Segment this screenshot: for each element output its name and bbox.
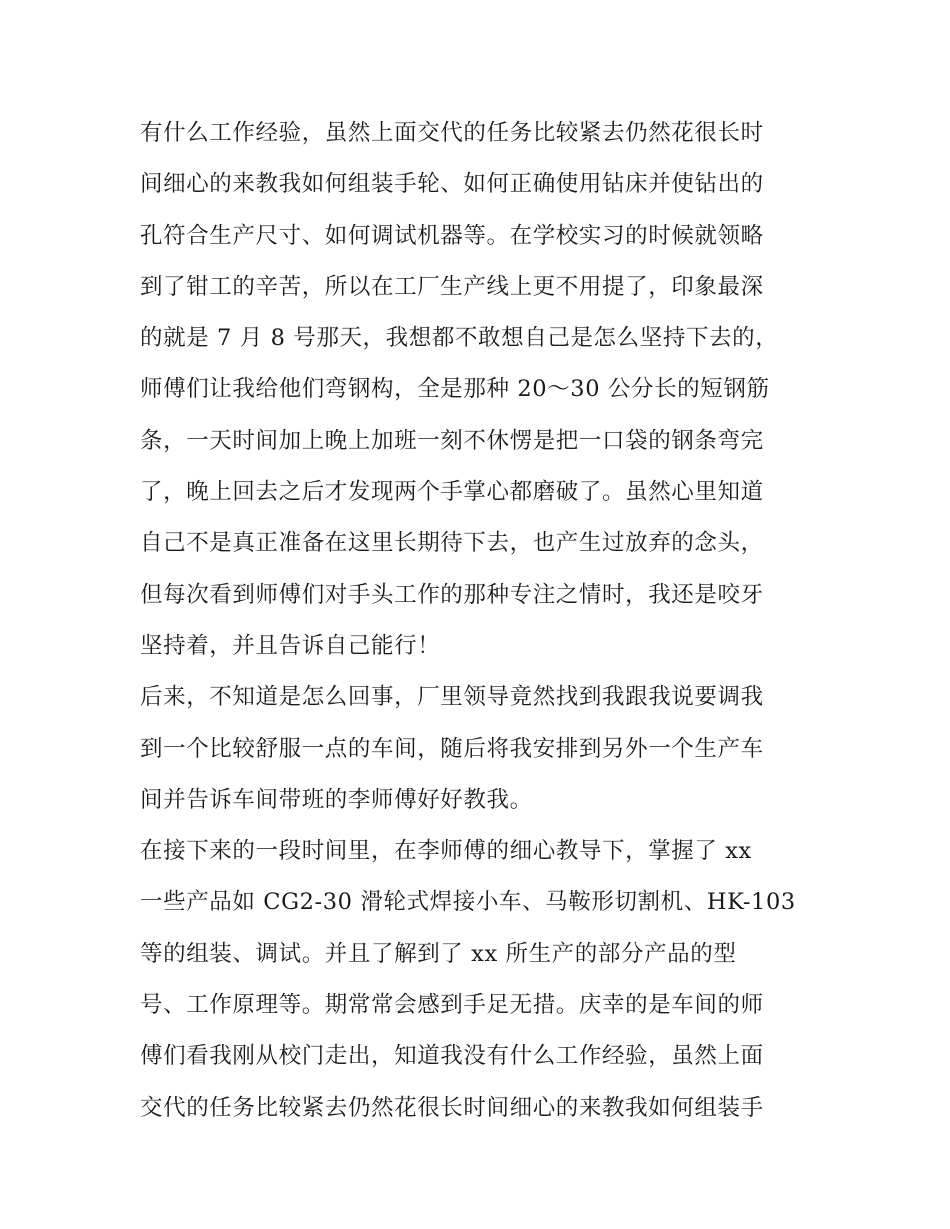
text-line: 了，晚上回去之后才发现两个手掌心都磨破了。虽然心里知道 — [140, 479, 764, 506]
text-line: 一些产品如 CG2-30 滑轮式焊接小车、马鞍形切割机、HK-103 — [140, 889, 796, 916]
text-line: 条，一天时间加上晚上加班一刻不休愣是把一口袋的钢条弯完 — [140, 427, 764, 454]
text-line: 到了钳工的辛苦，所以在工厂生产线上更不用提了，印象最深 — [140, 273, 764, 300]
text-line: 孔符合生产尺寸、如何调试机器等。在学校实习的时候就领略 — [140, 222, 764, 249]
text-line: 等的组装、调试。并且了解到了 xx 所生产的部分产品的型 — [140, 940, 737, 967]
text-line: 自己不是真正准备在这里长期待下去，也产生过放弃的念头， — [140, 530, 764, 557]
text-line: 间并告诉车间带班的李师傅好好教我。 — [140, 786, 533, 813]
text-line: 交代的任务比较紧去仍然花很长时间细心的来教我如何组装手 — [140, 1094, 764, 1121]
text-line: 间细心的来教我如何组装手轮、如何正确使用钻床并使钻出的 — [140, 171, 764, 198]
text-line: 在接下来的一段时间里，在李师傅的细心教导下，掌握了 xx — [140, 838, 752, 865]
text-line: 师傅们让我给他们弯钢构，全是那种 20～30 公分长的短钢筋 — [140, 376, 770, 403]
text-line: 号、工作原理等。期常常会感到手足无措。庆幸的是车间的师 — [140, 992, 764, 1019]
document-body — [140, 108, 820, 1134]
text-line: 到一个比较舒服一点的车间，随后将我安排到另外一个生产车 — [140, 735, 764, 762]
text-line: 有什么工作经验，虽然上面交代的任务比较紧去仍然花很长时 — [140, 120, 764, 146]
text-line: 坚持着，并且告诉自己能行！ — [140, 632, 441, 659]
text-line: 但每次看到师傅们对手头工作的那种专注之情时，我还是咬牙 — [140, 581, 764, 608]
text-line: 傅们看我刚从校门走出，知道我没有什么工作经验，虽然上面 — [140, 1043, 764, 1070]
text-line: 的就是 7 月 8 号那天，我想都不敢想自己是怎么坚持下去的， — [140, 325, 779, 352]
text-line: 后来，不知道是怎么回事，厂里领导竟然找到我跟我说要调我 — [140, 684, 764, 711]
